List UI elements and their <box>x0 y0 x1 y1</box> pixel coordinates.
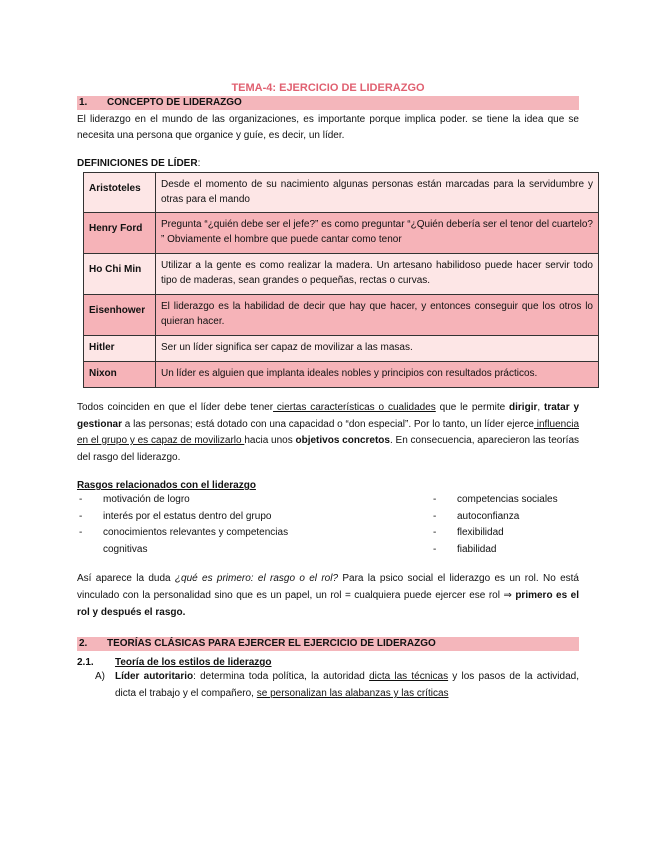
list-dash: - <box>79 494 83 505</box>
definition-text: El liderazgo es la habilidad de decir que hay que hacer, y entonces conseguir que los otros lo quieran hacer. <box>156 295 599 336</box>
section-1-number: 1. <box>79 97 88 108</box>
list-item <box>433 492 579 509</box>
definitions-table <box>83 172 599 388</box>
definition-author: Ho Chi Min <box>84 254 156 295</box>
text-run: Para la psico social el liderazgo es un rol. No está vinculado con la personalidad sino que es un papel, un rol = cualquiera puede ejercer ese rol ⇒ <box>77 573 579 601</box>
text-run: . En consecuencia, aparecieron las teorías del rasgo del liderazgo. <box>77 435 580 463</box>
subsection-title: Teoría de los estilos de liderazgo <box>115 657 272 668</box>
definition-author: Nixon <box>84 362 156 388</box>
definitions-heading-colon: : <box>197 158 201 169</box>
list-item-text: cognitivas <box>103 543 148 555</box>
text-run: que le permite <box>435 402 510 413</box>
definitions-heading-text: DEFINICIONES DE LÍDER <box>77 158 198 169</box>
definition-text: Ser un líder significa ser capaz de movilizar a las masas. <box>156 336 599 362</box>
definition-text: Pregunta “¿quién debe ser el jefe?” es como preguntar “¿Quién debería ser el tenor del cuartelo? ” Obviamente el hombre que puede cantar como tenor <box>156 213 599 254</box>
underlined-text: se personalizan las alabanzas y las críticas <box>256 688 449 699</box>
list-item-text: competencias sociales <box>457 494 558 505</box>
table-row <box>84 254 599 295</box>
list-item-a <box>95 668 579 702</box>
text-run: : determina toda política, la autoridad <box>193 671 370 682</box>
list-item <box>433 525 579 542</box>
traits-paragraph <box>77 400 579 466</box>
text-run: hacia unos <box>244 435 296 446</box>
definition-text: Desde el momento de su nacimiento algunas personas están marcadas para la servidumbre y otras para el mando <box>156 173 599 213</box>
list-item-text: interés por el estatus dentro del grupo <box>103 510 272 522</box>
definition-author: Henry Ford <box>84 213 156 254</box>
list-item-text: flexibilidad <box>457 527 504 538</box>
section-1-heading <box>77 96 579 110</box>
italic-text: ¿qué es primero: el rasgo o el rol? <box>174 573 339 584</box>
definition-text: Utilizar a la gente es como realizar la madera. Un artesano habilidoso puede hacer servir todo tipo de maderas, sean grandes o pequeñas, rectas o curvas. <box>156 254 599 295</box>
bold-text: tratar y gestionar <box>77 402 580 430</box>
list-item <box>79 525 339 542</box>
table-row <box>84 336 599 362</box>
bold-text: objetivos concretos <box>295 435 390 446</box>
bold-text: Líder autoritario <box>115 671 194 682</box>
list-item-text <box>115 668 579 702</box>
list-item-text: fiabilidad <box>457 543 497 555</box>
table-row <box>84 213 599 254</box>
list-item-text: autoconfianza <box>457 510 520 522</box>
list-dash: - <box>433 494 437 505</box>
section-2-number: 2. <box>79 638 88 649</box>
list-dash: - <box>79 527 83 538</box>
list-dash: - <box>433 510 437 522</box>
underlined-text: influencia en el grupo y es capaz de movilizarlo <box>77 418 579 446</box>
definition-text: Un líder es alguien que implanta ideales nobles y principios con resultados prácticos. <box>156 362 599 388</box>
section-1-title: CONCEPTO DE LIDERAZGO <box>107 97 242 108</box>
text-run: Así aparece la duda <box>77 573 175 584</box>
table-row <box>84 362 599 388</box>
text-run: y los pasos de la actividad, dicta el trabajo y el compañero, <box>115 671 579 699</box>
traits-list-heading: Rasgos relacionados con el liderazgo <box>77 480 256 491</box>
role-paragraph <box>77 570 579 621</box>
definition-author: Eisenhower <box>84 295 156 336</box>
section-2-title: TEORÍAS CLÁSICAS PARA EJERCER EL EJERCICIO DE LIDERAZGO <box>107 638 436 649</box>
list-item <box>79 492 339 509</box>
list-item-text: motivación de logro <box>103 494 190 505</box>
table-row <box>84 173 599 213</box>
text-run: a las personas; está dotado con una capacidad o “don especial”. Por lo tanto, un líder ejerce <box>122 418 534 430</box>
underlined-text: dicta las técnicas <box>369 671 449 682</box>
list-item <box>433 542 579 559</box>
list-item <box>79 542 339 559</box>
text-run: Todos coinciden en que el líder debe tener <box>77 402 274 413</box>
subsection-number: 2.1. <box>77 657 94 668</box>
list-dash: - <box>433 543 437 555</box>
bold-text: dirigir <box>509 402 538 413</box>
document-title: TEMA-4: EJERCICIO DE LIDERAZGO <box>231 82 425 94</box>
section-2-heading <box>77 637 579 651</box>
definition-author: Aristoteles <box>84 173 156 213</box>
list-item-text: conocimientos relevantes y competencias <box>103 527 289 538</box>
traits-list-left <box>79 492 339 558</box>
list-dash <box>79 542 103 559</box>
list-item <box>79 509 339 526</box>
intro-paragraph: El liderazgo en el mundo de las organizaciones, es importante porque implica poder. se tiene la idea que se necesita una persona que organice y guíe, es decir, un líder. <box>77 114 579 141</box>
underlined-text: ciertas características o cualidades <box>273 402 436 413</box>
list-marker: A) <box>95 671 105 682</box>
definitions-heading <box>77 156 200 172</box>
list-item <box>433 509 579 526</box>
bold-text: primero es el rol y después el rasgo. <box>77 590 579 618</box>
traits-list-right <box>433 492 579 558</box>
text-run: , <box>537 402 545 413</box>
list-dash: - <box>433 527 437 538</box>
definition-author: Hitler <box>84 336 156 362</box>
table-row <box>84 295 599 336</box>
list-dash: - <box>79 510 83 522</box>
